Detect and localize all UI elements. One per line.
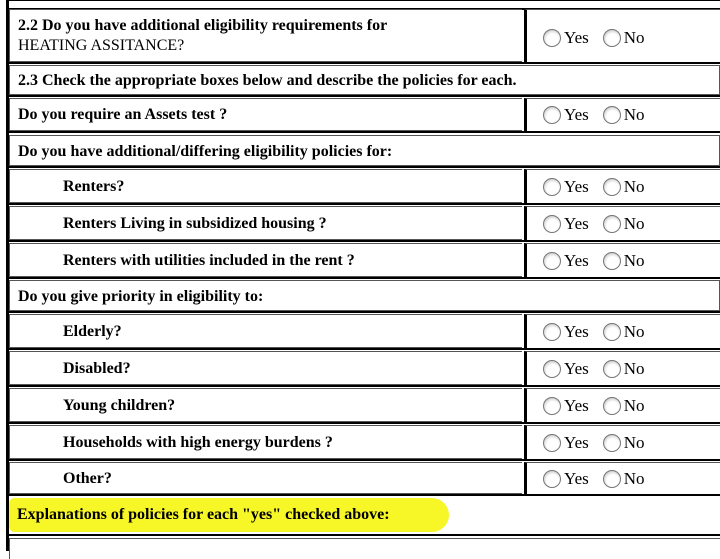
young-children-yes-radio[interactable]: [543, 397, 561, 415]
other-no-radio[interactable]: [603, 470, 621, 488]
question-2-3-row: [9, 65, 720, 97]
subsidized-yes-label: Yes: [564, 213, 589, 233]
utilities-yes-label: Yes: [564, 250, 589, 270]
subsidized-no-radio[interactable]: [603, 215, 621, 233]
q22-no-radio[interactable]: [603, 29, 621, 47]
differing-header-cell: [9, 135, 720, 166]
subsidized-answer: [524, 206, 720, 240]
renters-cell: [9, 169, 522, 203]
list-item: [9, 388, 720, 424]
question-2-3-cell: [9, 65, 720, 95]
elderly-no-label: No: [623, 321, 645, 341]
list-item: [9, 314, 720, 350]
list-item: [9, 462, 720, 496]
list-item: [9, 351, 720, 387]
elderly-cell: [9, 314, 522, 348]
energy-burden-yes-radio[interactable]: [543, 434, 561, 452]
assets-row: [9, 98, 720, 133]
utilities-label: Renters with utilities included in the rent ?: [63, 252, 355, 269]
renters-answer: [524, 169, 720, 203]
elderly-answer: [524, 314, 720, 348]
assets-no-label: No: [623, 105, 645, 124]
young-children-no-radio[interactable]: [603, 397, 621, 415]
explanation-label: Explanations of policies for each "yes" checked above:: [17, 506, 390, 523]
list-item: [9, 425, 720, 461]
disabled-cell: [9, 351, 522, 385]
subsidized-no-label: No: [623, 213, 645, 233]
question-2-2-answer: [524, 9, 720, 62]
list-item: [9, 243, 720, 279]
disabled-yes-label: Yes: [564, 358, 589, 378]
explanation-textarea[interactable]: [9, 538, 720, 559]
assets-answer: [524, 98, 720, 131]
utilities-cell: [9, 243, 522, 277]
other-cell: [9, 462, 522, 494]
energy-burden-yes-label: Yes: [564, 432, 589, 452]
assets-question: Do you require an Assets test ?: [18, 106, 228, 123]
q22-yes-label: Yes: [564, 28, 589, 47]
differing-header-text: Do you have additional/differing eligibility policies for:: [18, 143, 393, 160]
other-yes-radio[interactable]: [543, 470, 561, 488]
renters-no-radio[interactable]: [603, 178, 621, 196]
other-no-label: No: [623, 468, 645, 488]
assets-cell: [9, 98, 522, 131]
elderly-yes-label: Yes: [564, 321, 589, 341]
question-2-2-line1: 2.2 Do you have additional eligibility requirements for: [18, 17, 388, 34]
young-children-label: Young children?: [63, 397, 176, 414]
list-item: [9, 169, 720, 205]
disabled-label: Disabled?: [63, 360, 131, 377]
renters-no-label: No: [623, 176, 645, 196]
other-answer: [524, 462, 720, 494]
young-children-cell: [9, 388, 522, 422]
question-2-3-text: 2.3 Check the appropriate boxes below and describe the policies for each.: [18, 72, 517, 89]
renters-yes-radio[interactable]: [543, 178, 561, 196]
disabled-answer: [524, 351, 720, 385]
elderly-no-radio[interactable]: [603, 323, 621, 341]
utilities-yes-radio[interactable]: [543, 252, 561, 270]
priority-header-text: Do you give priority in eligibility to:: [18, 288, 264, 305]
subsidized-yes-radio[interactable]: [543, 215, 561, 233]
q22-no-label: No: [623, 28, 645, 47]
renters-yes-label: Yes: [564, 176, 589, 196]
renters-label: Renters?: [63, 178, 125, 195]
young-children-answer: [524, 388, 720, 422]
energy-burden-cell: [9, 425, 522, 459]
disabled-yes-radio[interactable]: [543, 360, 561, 378]
assets-yes-label: Yes: [564, 105, 589, 124]
list-item: [9, 206, 720, 242]
disabled-no-radio[interactable]: [603, 360, 621, 378]
explanation-row: [9, 496, 720, 536]
assets-yes-radio[interactable]: [543, 106, 561, 124]
assets-no-radio[interactable]: [603, 106, 621, 124]
elderly-yes-radio[interactable]: [543, 323, 561, 341]
priority-header-cell: [9, 280, 720, 311]
other-label: Other?: [63, 470, 112, 487]
disabled-no-label: No: [623, 358, 645, 378]
q22-yes-radio[interactable]: [543, 29, 561, 47]
young-children-yes-label: Yes: [564, 395, 589, 415]
differing-header-row: [9, 135, 720, 168]
energy-burden-no-label: No: [623, 432, 645, 452]
subsidized-cell: [9, 206, 522, 240]
question-2-2-line2: HEATING ASSITANCE?: [18, 37, 185, 54]
energy-burden-no-radio[interactable]: [603, 434, 621, 452]
elderly-label: Elderly?: [63, 323, 122, 340]
energy-burden-answer: [524, 425, 720, 459]
utilities-no-radio[interactable]: [603, 252, 621, 270]
priority-header-row: [9, 280, 720, 313]
question-2-2-row: [9, 9, 720, 64]
other-yes-label: Yes: [564, 468, 589, 488]
subsidized-label: Renters Living in subsidized housing ?: [63, 215, 327, 232]
energy-burden-label: Households with high energy burdens ?: [63, 434, 333, 451]
question-2-2-cell: [9, 9, 522, 62]
utilities-answer: [524, 243, 720, 277]
young-children-no-label: No: [623, 395, 645, 415]
utilities-no-label: No: [623, 250, 645, 270]
